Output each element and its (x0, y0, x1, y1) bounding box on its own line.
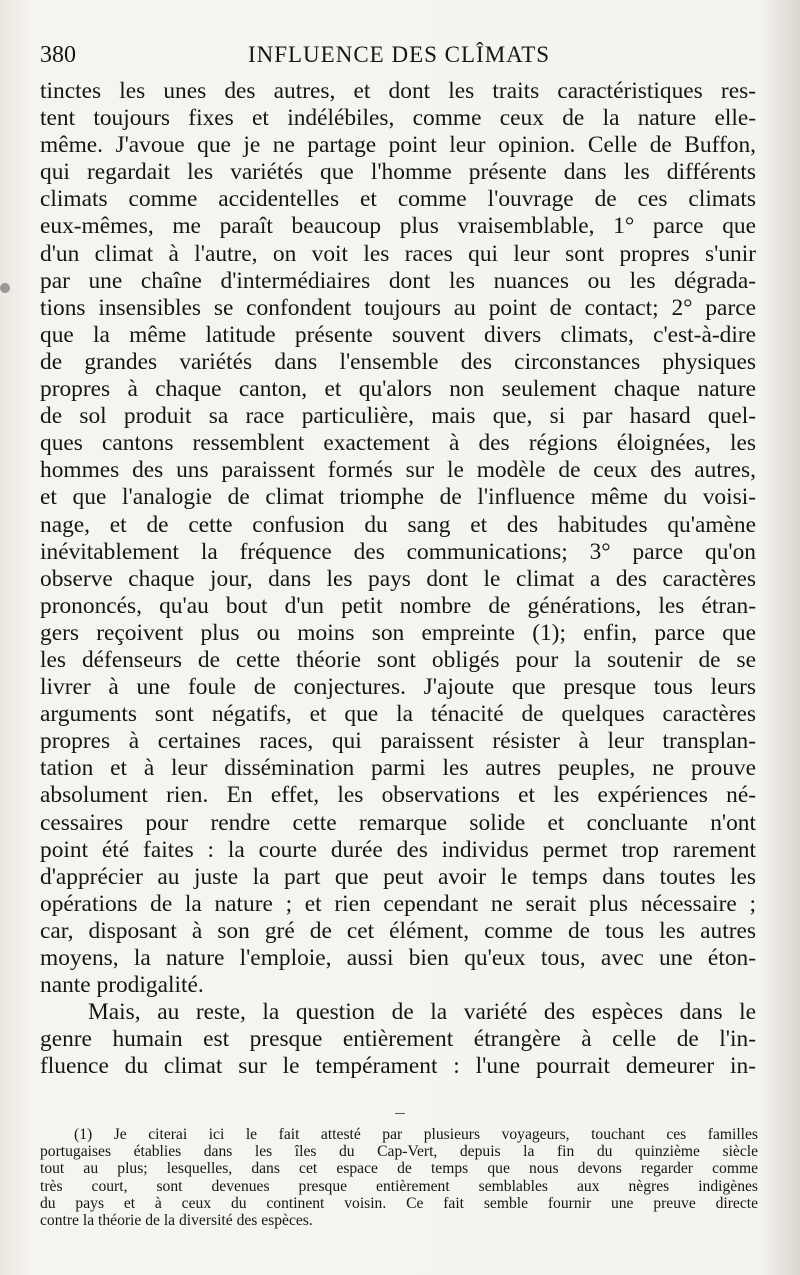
running-title: INFLUENCE DES CLÎMATS (247, 42, 551, 67)
text-line: Mais, au reste, la question de la variété des espèces dans le (88, 999, 756, 1026)
footnote-separator (395, 1113, 405, 1114)
footnote-line: tout au plus; lesquelles, dans cet espace de temps que nous devons regarder comme (40, 1160, 758, 1178)
margin-ink-spot (0, 283, 10, 293)
footnote-line: portugaises établies dans les îles du Cap-Vert, depuis la fin du quinzième siècle (40, 1143, 758, 1161)
page-header (40, 40, 758, 74)
text-line: car, disposant à son gré de cet élément, comme de tous les autres (40, 917, 756, 944)
footnote-line: du pays et à ceux du continent voisin. Ce fait semble fournir une preuve directe (40, 1194, 758, 1212)
text-line: fluence du climat sur le tempérament : l'une pourrait demeurer in- (40, 1053, 756, 1080)
text-line: arguments sont négatifs, et que la ténacité de quelques caractères (40, 701, 756, 728)
text-line: livrer à une foule de conjectures. J'ajoute que presque tous leurs (40, 674, 756, 701)
text-line: de sol produit sa race particulière, mais que, si par hasard quel- (40, 403, 756, 430)
page-number: 380 (40, 42, 76, 68)
text-line: moyens, la nature l'emploie, aussi bien qu'eux tous, avec une éton- (40, 945, 756, 971)
text-line: gers reçoivent plus ou moins son empreinte (1); enfin, parce que (40, 619, 756, 646)
text-line: climats comme accidentelles et comme l'ouvrage de ces climats (40, 186, 756, 213)
text-line: absolument rien. En effet, les observations et les expériences né- (40, 782, 756, 809)
text-line: point été faites : la courte durée des individus permet trop rarement (40, 836, 756, 863)
text-line: genre humain est presque entièrement étrangère à celle de l'in- (40, 1026, 756, 1053)
text-line: eux-mêmes, me paraît beaucoup plus vraisemblable, 1° parce que (40, 213, 756, 240)
footnote (40, 1126, 758, 1229)
text-line: cessaires pour rendre cette remarque solide et concluante n'ont (40, 809, 756, 836)
footnote-line: très court, sont devenues presque entièrement semblables aux nègres indigènes (40, 1177, 758, 1195)
text-line: tions insensibles se confondent toujours au point de contact; 2° parce (40, 294, 756, 321)
text-line: d'un climat à l'autre, on voit les races qui leur sont propres s'unir (40, 240, 756, 267)
text-line: tinctes les unes des autres, et dont les traits caractéristiques res- (40, 78, 756, 104)
text-line: qui regardait les variétés que l'homme présente dans les différents (40, 159, 756, 186)
footnote-line: contre la théorie de la diversité des espèces. (40, 1211, 313, 1229)
text-line: tent toujours fixes et indélébiles, comme ceux de la nature elle- (40, 105, 756, 132)
text-line: propres à chaque canton, et qu'alors non seulement chaque nature (40, 376, 756, 403)
text-line: tation et à leur dissémination parmi les autres peuples, ne prouve (40, 755, 756, 782)
text-line: ques cantons ressemblent exactement à des régions éloignées, les (40, 430, 756, 457)
text-line: que la même latitude présente souvent divers climats, c'est-à-dire (40, 321, 756, 348)
text-line: les défenseurs de cette théorie sont obligés pour la soutenir de se (40, 646, 756, 673)
text-line: hommes des uns paraissent formés sur le modèle de ceux des autres, (40, 457, 756, 484)
body-text (40, 78, 756, 1080)
text-line: opérations de la nature ; et rien cependant ne serait plus nécessaire ; (40, 890, 756, 917)
text-line: propres à certaines races, qui paraissent résister à leur transplan- (40, 728, 756, 755)
footnote-line: (1) Je citerai ici le fait attesté par plusieurs voyageurs, touchant ces familles (74, 1126, 758, 1143)
text-line: inévitablement la fréquence des communications; 3° parce qu'on (40, 538, 756, 565)
text-line: même. J'avoue que je ne partage point leur opinion. Celle de Buffon, (40, 132, 756, 159)
text-line: d'apprécier au juste la part que peut avoir le temps dans toutes les (40, 863, 756, 890)
text-line: de grandes variétés dans l'ensemble des circonstances physiques (40, 348, 756, 375)
text-line: nante prodigalité. (40, 972, 204, 999)
text-line: observe chaque jour, dans les pays dont le climat a des caractères (40, 565, 756, 592)
text-line: par une chaîne d'intermédiaires dont les nuances ou les dégrada- (40, 267, 756, 294)
text-line: et que l'analogie de climat triomphe de l'influence même du voisi- (40, 484, 756, 511)
text-line: nage, et de cette confusion du sang et des habitudes qu'amène (40, 511, 756, 538)
text-line: prononcés, qu'au bout d'un petit nombre de générations, les étran- (40, 592, 756, 619)
